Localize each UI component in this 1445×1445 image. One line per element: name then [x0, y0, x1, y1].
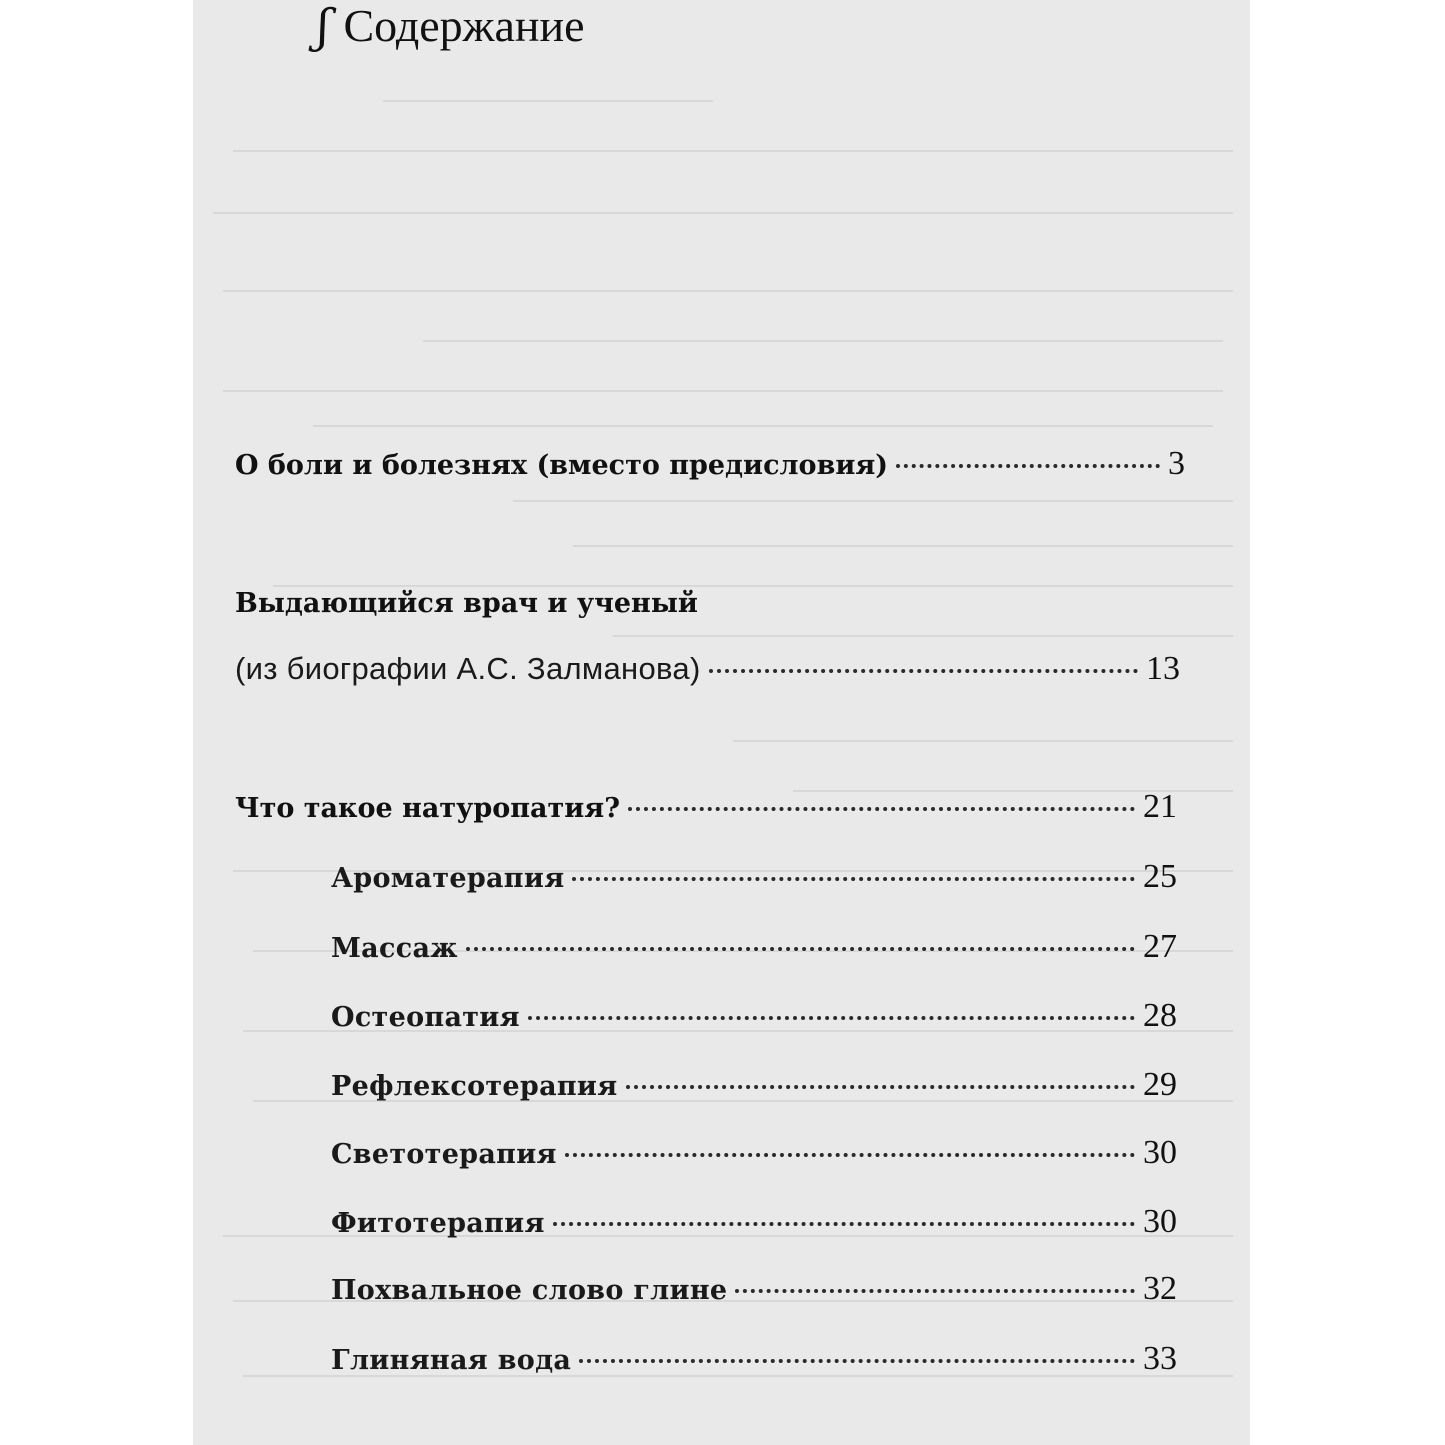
dot-leader [528, 1016, 1135, 1020]
toc-subentry[interactable] [331, 928, 1177, 966]
toc-entry-page: 33 [1143, 1340, 1177, 1377]
toc-entry-label: Остеопатия [331, 1002, 520, 1033]
toc-subentry[interactable] [331, 1134, 1177, 1172]
show-through-line [573, 545, 1233, 547]
toc-entry-label: Что такое натуропатия? [235, 793, 621, 824]
show-through-line [613, 635, 1233, 637]
show-through-line [313, 425, 1213, 427]
dot-leader [735, 1289, 1135, 1293]
toc-entry-page: 30 [1143, 1134, 1177, 1171]
dot-leader [628, 807, 1135, 811]
toc-entry-label: О боли и болезнях (вместо предисловия) [235, 450, 889, 481]
toc-subentry[interactable] [331, 858, 1177, 896]
dot-leader [626, 1085, 1135, 1089]
toc-entry-label: Рефлексотерапия [331, 1071, 618, 1102]
toc-entry-page: 29 [1143, 1066, 1177, 1103]
dot-leader [553, 1222, 1135, 1226]
toc-header [317, 0, 585, 52]
toc-entry-page: 27 [1143, 928, 1177, 965]
toc-entry-label: (из биографии А.С. Залманова) [235, 651, 701, 686]
toc-entry-label: Фитотерапия [331, 1208, 545, 1239]
show-through-line [223, 390, 1223, 392]
toc-entry-page: 28 [1143, 997, 1177, 1034]
show-through-line [383, 100, 713, 102]
toc-entry-page: 21 [1143, 788, 1177, 825]
toc-entry-page: 32 [1143, 1270, 1177, 1307]
show-through-line [213, 212, 1233, 214]
dot-leader [565, 1153, 1135, 1157]
toc-entry-page: 3 [1168, 445, 1185, 482]
toc-subentry[interactable] [331, 997, 1177, 1035]
dot-leader [709, 669, 1138, 673]
toc-entry-naturopathy[interactable] [235, 788, 1177, 826]
toc-subentry[interactable] [331, 1270, 1177, 1308]
toc-subentry[interactable] [331, 1203, 1177, 1241]
show-through-line [513, 500, 1233, 502]
show-through-line [733, 740, 1233, 742]
toc-entry-bio[interactable] [235, 650, 1180, 688]
book-page [193, 0, 1250, 1445]
dot-leader [579, 1359, 1135, 1363]
dot-leader [896, 464, 1160, 468]
show-through-line [223, 290, 1233, 292]
dot-leader [572, 877, 1135, 881]
toc-entry-label: Глиняная вода [331, 1345, 572, 1376]
toc-entry-bio-title[interactable]: Выдающийся врач и ученый [235, 588, 698, 619]
toc-entry-page: 25 [1143, 858, 1177, 895]
toc-entry-page: 30 [1143, 1203, 1177, 1240]
show-through-line [233, 150, 1233, 152]
toc-entry-page: 13 [1146, 650, 1180, 687]
toc-entry-label: Ароматерапия [331, 863, 565, 894]
ornament-mark: ʃ [317, 0, 330, 53]
toc-entry-label: Светотерапия [331, 1139, 557, 1170]
dot-leader [466, 947, 1135, 951]
page-title: Содержание [343, 0, 585, 51]
toc-subentry[interactable] [331, 1066, 1177, 1104]
show-through-line [423, 340, 1223, 342]
toc-subentry[interactable] [331, 1340, 1177, 1378]
toc-entry-label: Похвальное слово глине [331, 1275, 728, 1306]
show-through-line [273, 585, 1233, 587]
toc-entry-intro[interactable] [235, 445, 1185, 483]
toc-entry-label: Массаж [331, 933, 458, 964]
